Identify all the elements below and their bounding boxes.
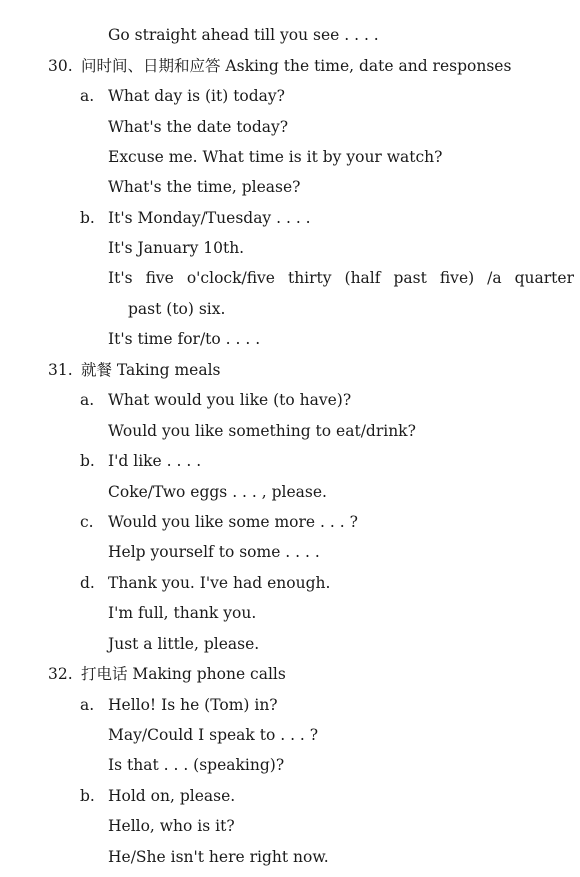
line-text: Is that . . . (speaking)? [108,756,285,774]
list-item [0,690,574,720]
line-text: What's the time, please? [108,178,301,196]
line-text: Just a little, please. [108,635,260,653]
section-heading-31 [0,355,574,385]
text-line [0,537,574,567]
line-text: Coke/Two eggs . . . , please. [108,483,327,501]
item-text: It's Monday/Tuesday . . . . [108,209,311,227]
section-heading-32 [0,659,574,689]
section-number: 31. [48,361,73,379]
section-title: 问时间、日期和应答 Asking the time, date and responses [81,57,512,75]
text-line [0,416,574,446]
line-text: Help yourself to some . . . . [108,543,320,561]
text-line [0,477,574,507]
section-heading-30 [0,51,574,81]
line-text: He/She isn't here right now. [108,848,329,866]
line-text: What's the date today? [108,118,289,136]
section-number: 32. [48,665,73,683]
line-text: Hello, who is it? [108,817,235,835]
item-text: Hello! Is he (Tom) in? [108,696,278,714]
section-title: 打电话 Making phone calls [81,665,286,683]
text-line [0,294,574,324]
item-letter: b. [80,787,95,805]
text-line [0,172,574,202]
text-line [0,233,574,263]
item-text: Hold on, please. [108,787,236,805]
text-line [0,842,574,872]
item-letter: d. [80,574,95,592]
section-title: 就餐 Taking meals [81,361,221,379]
text-line [0,629,574,659]
line-text: Would you like something to eat/drink? [108,422,416,440]
text-line [0,112,574,142]
line-text: It's time for/to . . . . [108,330,261,348]
item-letter: a. [80,696,95,714]
text-line [0,720,574,750]
line-text: It's January 10th. [108,239,245,257]
list-item [0,781,574,811]
list-item [0,446,574,476]
item-text: What day is (it) today? [108,87,285,105]
text-line [0,598,574,628]
item-text: Would you like some more . . . ? [108,513,358,531]
item-letter: a. [80,87,95,105]
line-text: I'm full, thank you. [108,604,257,622]
item-text: I'd like . . . . [108,452,202,470]
item-text: Thank you. I've had enough. [108,574,331,592]
list-item [0,81,574,111]
text-line [0,750,574,780]
line-text: past (to) six. [128,300,226,318]
line-text: May/Could I speak to . . . ? [108,726,319,744]
list-item [0,507,574,537]
line-text: It's five o'clock/five thirty (half past five) /a quarter [108,269,574,287]
text-line [0,811,574,841]
line-text: Excuse me. What time is it by your watch? [108,148,443,166]
text-line [0,263,574,293]
item-letter: a. [80,391,95,409]
item-letter: b. [80,452,95,470]
list-item [0,568,574,598]
item-text: What would you like (to have)? [108,391,352,409]
text-line [0,20,574,50]
text-line [0,324,574,354]
text-line [0,142,574,172]
item-letter: c. [80,513,94,531]
section-number: 30. [48,57,73,75]
list-item [0,203,574,233]
item-letter: b. [80,209,95,227]
list-item [0,385,574,415]
line-text: Go straight ahead till you see . . . . [108,26,379,44]
